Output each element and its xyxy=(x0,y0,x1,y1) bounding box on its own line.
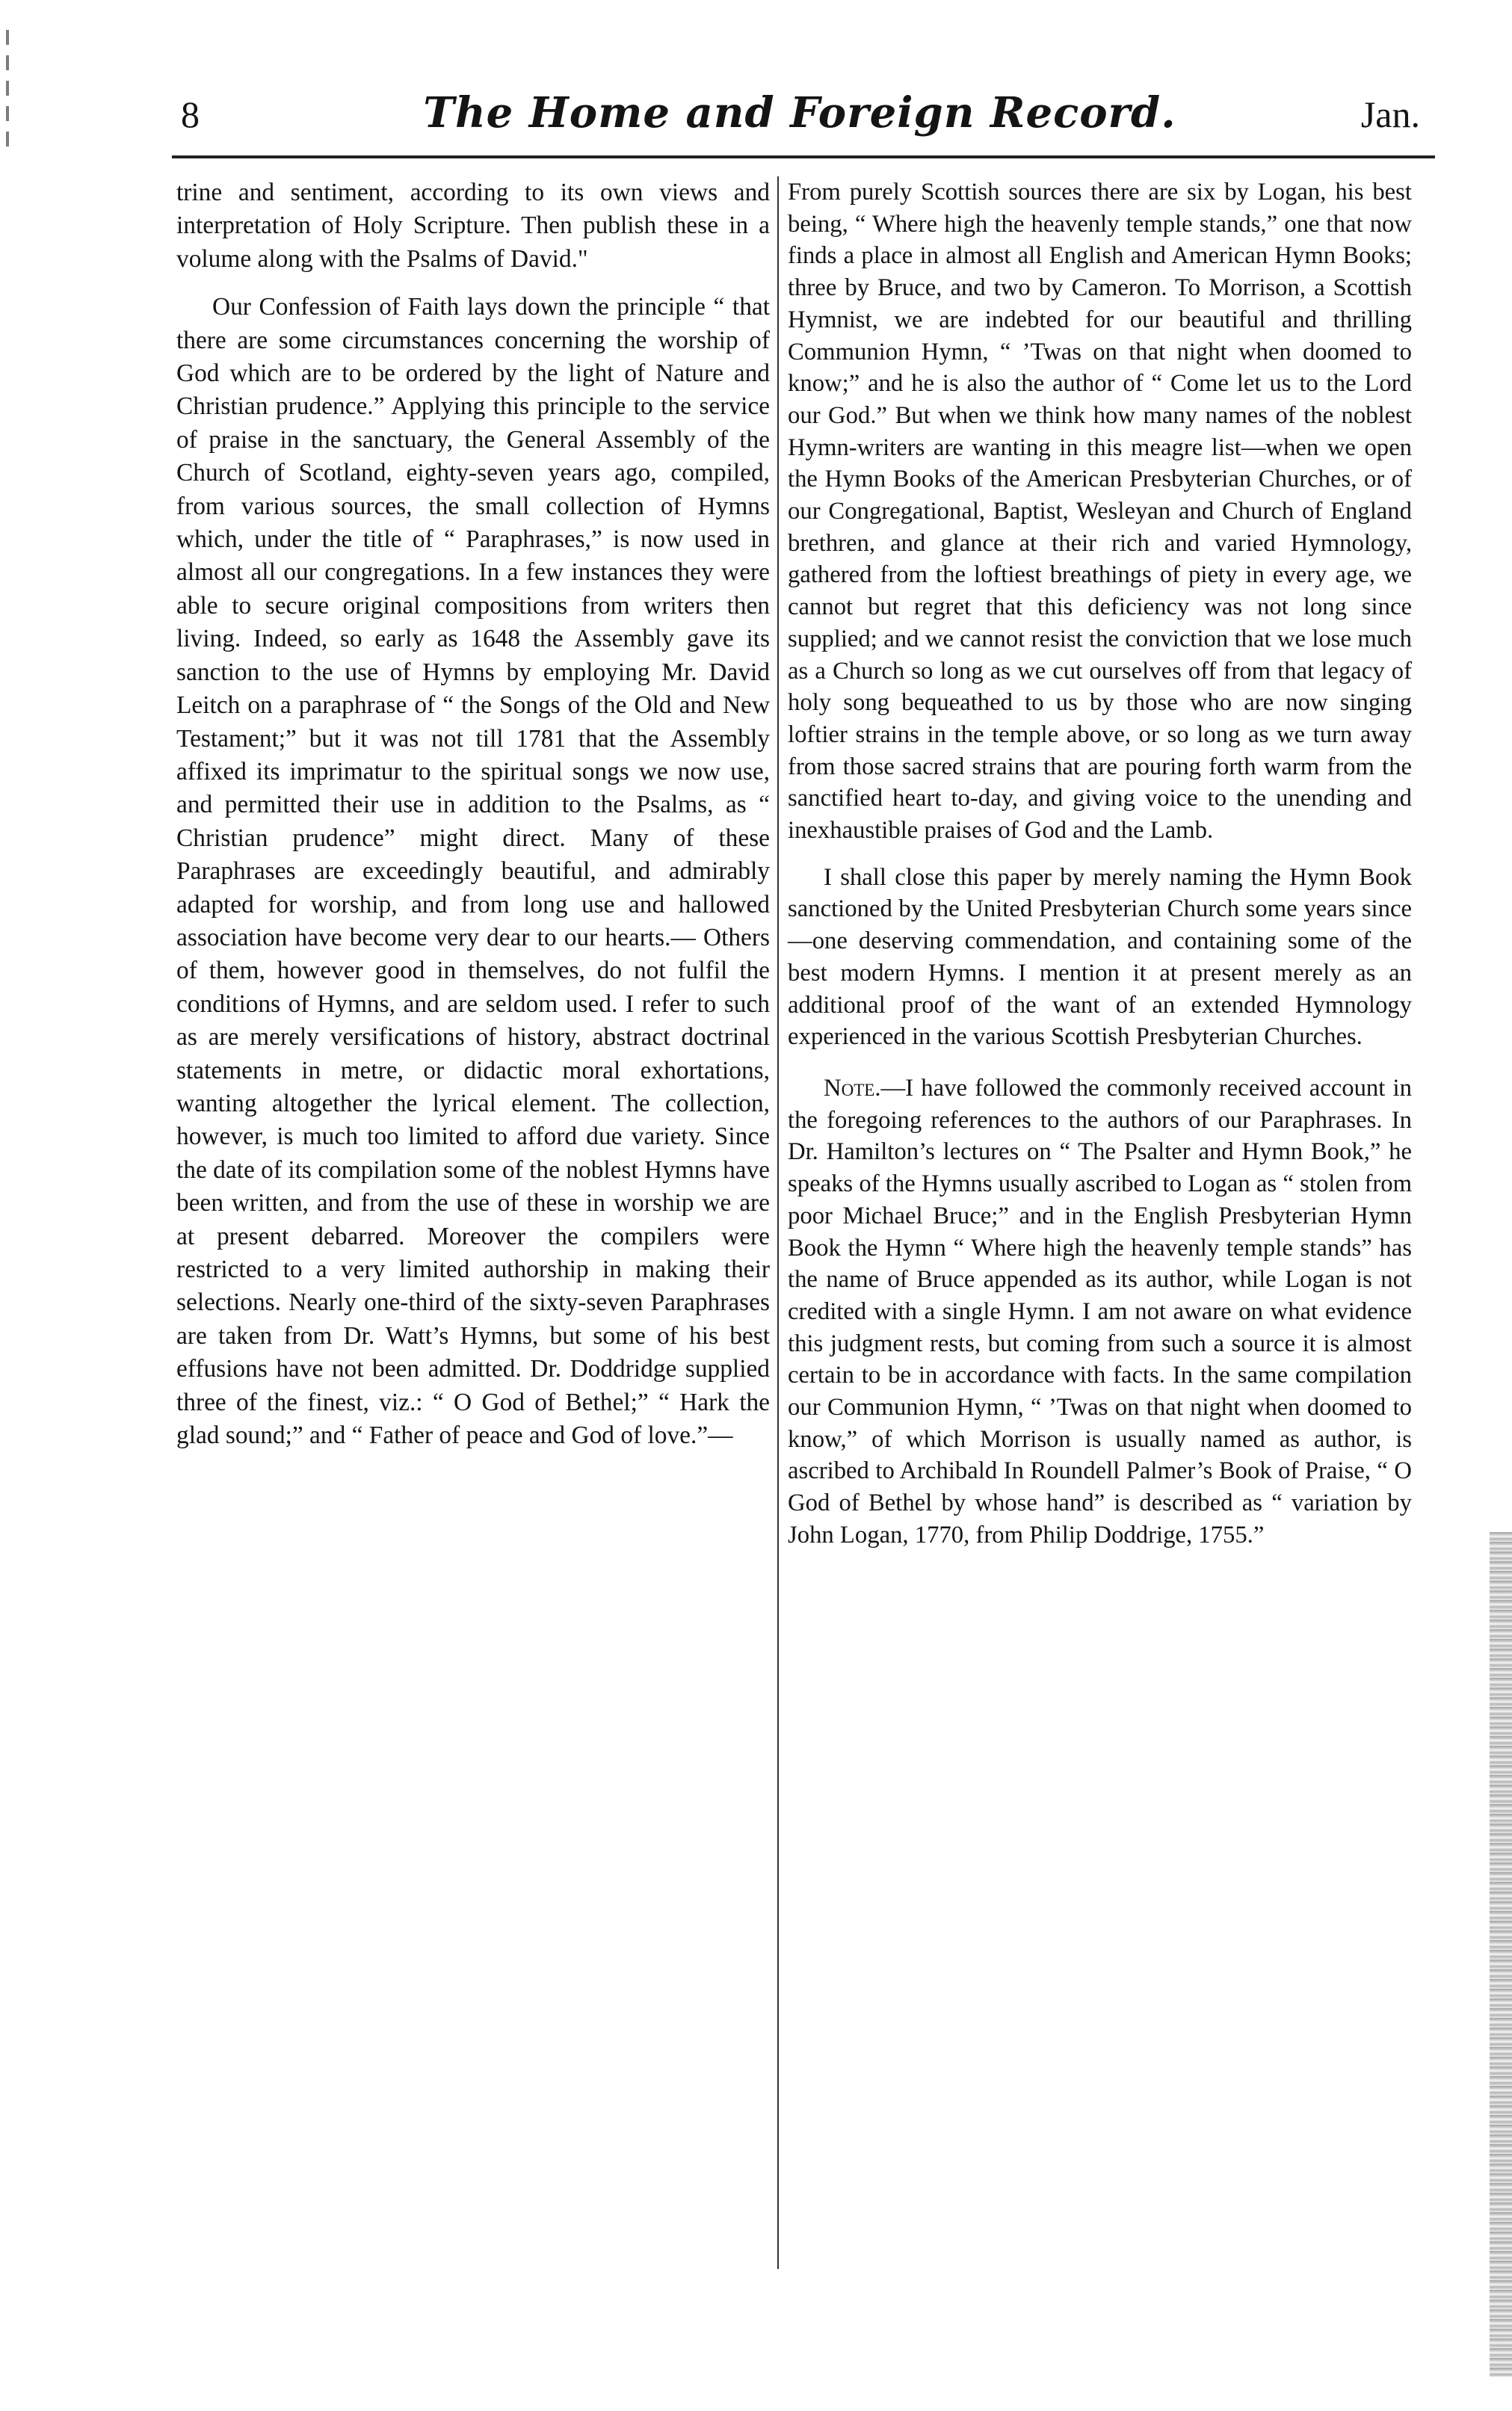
column-rule xyxy=(777,176,779,2269)
note-label: Note. xyxy=(824,1074,881,1102)
header-rule xyxy=(172,155,1435,158)
right-column xyxy=(788,176,1412,1552)
paragraph: trine and sentiment, according to its own views and interpretation of Holy Scripture. Then publish these in a volume along with the Psalms of David." xyxy=(176,179,770,273)
running-title: The Home and Foreign Record. xyxy=(423,88,1176,138)
note-paragraph xyxy=(788,1072,1412,1552)
running-month: Jan. xyxy=(1360,93,1420,135)
page-header xyxy=(172,88,1428,148)
page-number: 8 xyxy=(181,93,200,135)
paragraph: Our Confession of Faith lays down the principle “ that there are some circumstances concerning the worship of God which are to be ordered by the light of Nature and Christian prudence.” Applying this principle to the service of praise in the sanctuary, the General Assembly of the Church of Scotland, eighty-seven years ago, compiled, from various sources, the small collection of Hymns which, under the title of “ Paraphrases,” is now used in almost all our congregations. In a few instances they were able to secure original compositions from writers then living. Indeed, so early as 1648 the Assembly gave its sanction to the use of Hymns by employing Mr. David Leitch on a paraphrase of “ the Songs of the Old and New Testament;” but it was not till 1781 that the Assembly affixed its imprimatur to the spiritual songs we now use, and permitted their use in addition to the Psalms, as “ Christian prudence” might direct. Many of these Paraphrases are exceedingly beautiful, and admirably adapted for worship, and from long use and hallowed association have become very dear to our hearts.— Others of them, however good in themselves, do not fulfil the conditions of Hymns, and are seldom used. I refer to such as are merely versifications of history, abstract doctrinal statements in metre, or didactic moral exhortations, wanting altogether the lyrical element. The collection, however, is much too limited to afford due variety. Since the date of its compilation some of the noblest Hymns have been written, and from the use of these in worship we are at present debarred. Moreover the compilers were restricted to a very limited authorship in making their selections. Nearly one-third of the sixty-seven Paraphrases are taken from Dr. Watt’s Hymns, but some of his best effusions have not been admitted. Dr. Doddridge supplied three of the finest, viz.: “ O God of Bethel;” “ Hark the glad sound;” and “ Father of peace and God of love.”— xyxy=(176,293,770,1450)
left-column xyxy=(176,176,770,1452)
scan-edge xyxy=(1490,1532,1512,2377)
paragraph: I shall close this paper by merely naming the Hymn Book sanctioned by the United Presbyterian Church some years since—one deserving commendation, and containing some of the best modern Hymns. I mention it at present merely as an additional proof of the want of an extended Hymnology experienced in the various Scottish Presbyterian Churches. xyxy=(788,863,1412,1051)
paragraph: From purely Scottish sources there are six by Logan, his best being, “ Where high the heavenly temple stands,” one that now finds a place in almost all English and American Hymn Books; three by Bruce, and two by Cameron. To Morrison, a Scottish Hymnist, we are indebted for our beautiful and thrilling Communion Hymn, “ ’Twas on that night when doomed to know;” and he is also the author of “ Come let us to the Lord our God.” But when we think how many names of the noblest Hymn-writers are wanting in this meagre list—when we open the Hymn Books of the American Presbyterian Churches, or of our Congregational, Baptist, Wesleyan and Church of England brethren, and glance at their rich and varied Hymnology, gathered from the loftiest breathings of piety in every age, we cannot but regret that this deficiency was not long since supplied; and we cannot resist the conviction that we lose much as a Church so long as we cut ourselves off from that legacy of holy song bequeathed to us by those who are now singing loftier strains in the temple above, or so long as we turn away from those sacred strains that are pouring forth warm from the sanctified heart to-day, and giving voice to the unending and inexhaustible praises of God and the Lamb. xyxy=(788,179,1412,845)
scan-edge-mark xyxy=(6,30,9,157)
note-text: —I have followed the commonly received account in the foregoing references to the authors of our Paraphrases. In Dr. Hamilton’s lectures on “ The Psalter and Hymn Book,” he speaks of the Hymns usually ascribed to Logan as “ stolen from poor Michael Bruce;” and in the English Presbyterian Hymn Book the Hymn “ Where high the heavenly temple stands” has the name of Bruce appended as its author, while Logan is not credited with a single Hymn. I am not aware on what evidence this judgment rests, but coming from such a source it is almost certain to be in accordance with facts. In the same compilation our Communion Hymn, “ ’Twas on that night when doomed to know,” of which Morrison is usually named as author, is ascribed to Archibald In Roundell Palmer’s Book of Praise, “ O God of Bethel by whose hand” is described as “ variation by John Logan, 1770, from Philip Doddrige, 1755.” xyxy=(788,1074,1412,1549)
